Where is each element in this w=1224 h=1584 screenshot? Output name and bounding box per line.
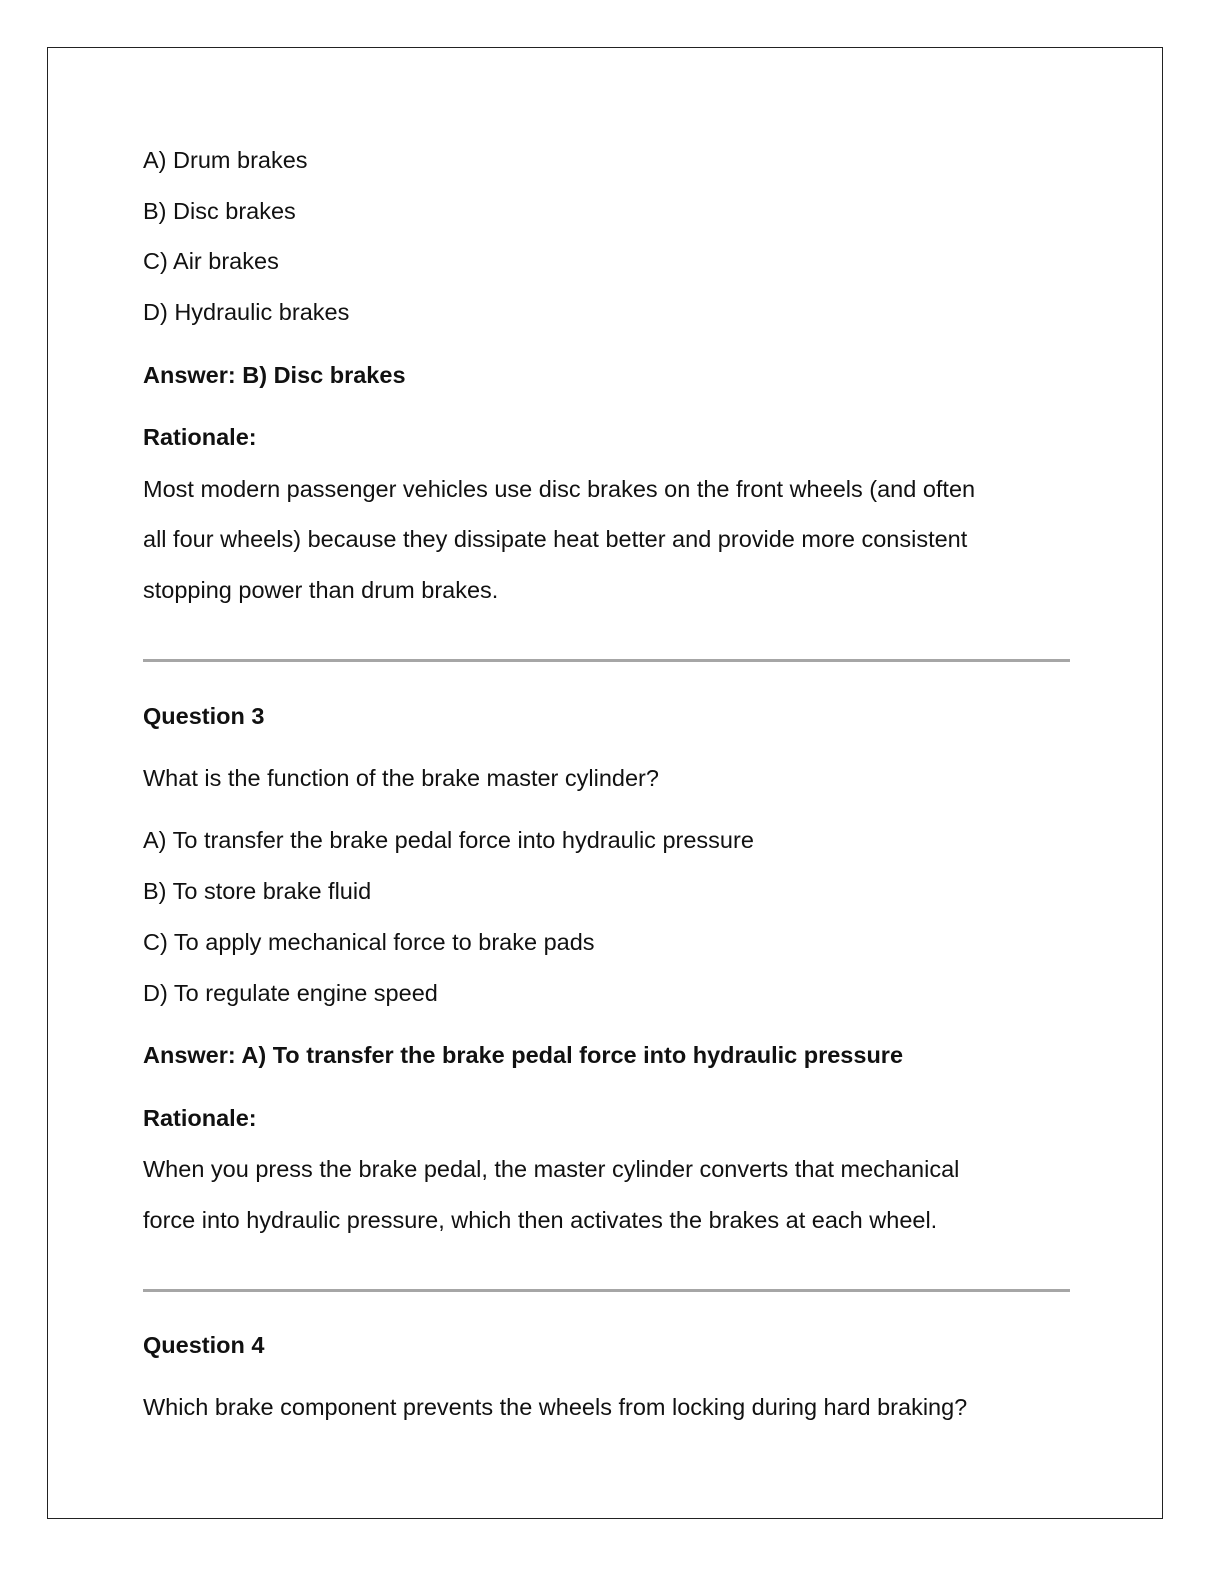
q4-heading: Question 4	[143, 1332, 265, 1358]
q3-heading: Question 3	[143, 703, 265, 729]
q3-rationale-line-1: When you press the brake pedal, the master cylinder converts that mechanical	[143, 1156, 960, 1182]
q2-rationale-line-2: all four wheels) because they dissipate heat better and provide more consistent	[143, 526, 968, 552]
q3-option-b: B) To store brake fluid	[143, 878, 372, 904]
q3-option-a: A) To transfer the brake pedal force into hydraulic pressure	[143, 827, 754, 853]
q2-option-c: C) Air brakes	[143, 248, 279, 274]
q2-option-d: D) Hydraulic brakes	[143, 299, 350, 325]
q3-option-d: D) To regulate engine speed	[143, 980, 438, 1006]
q2-rationale-label: Rationale:	[143, 424, 257, 450]
q3-rationale-line-2: force into hydraulic pressure, which then activates the brakes at each wheel.	[143, 1207, 938, 1233]
section-divider-2	[143, 1289, 1070, 1292]
q3-option-c: C) To apply mechanical force to brake pads	[143, 929, 595, 955]
section-divider-1	[143, 659, 1070, 662]
q2-option-b: B) Disc brakes	[143, 198, 296, 224]
q3-answer: Answer: A) To transfer the brake pedal force into hydraulic pressure	[143, 1042, 904, 1068]
q2-rationale-line-3: stopping power than drum brakes.	[143, 577, 499, 603]
q2-option-a: A) Drum brakes	[143, 147, 308, 173]
q3-rationale-label: Rationale:	[143, 1105, 257, 1131]
q2-answer: Answer: B) Disc brakes	[143, 362, 406, 388]
q3-question: What is the function of the brake master cylinder?	[143, 765, 659, 791]
q4-question: Which brake component prevents the wheels from locking during hard braking?	[143, 1394, 968, 1420]
q2-rationale-line-1: Most modern passenger vehicles use disc brakes on the front wheels (and often	[143, 476, 976, 502]
